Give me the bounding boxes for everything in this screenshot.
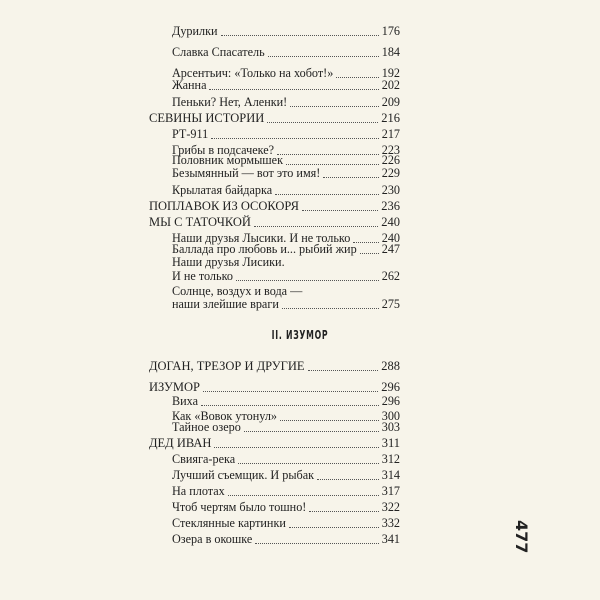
toc-entry-title: РТ-911	[172, 127, 209, 141]
toc-entry-title: Славка Спасатель	[172, 45, 265, 59]
toc-entry	[172, 42, 400, 60]
dot-leader	[255, 543, 378, 544]
dot-leader	[209, 89, 378, 90]
toc-entry-page: 314	[381, 468, 400, 482]
toc-entry-page: 341	[381, 532, 400, 546]
toc-section-page: 216	[381, 111, 400, 125]
toc-entry-title-line2: И не только	[172, 269, 233, 283]
toc-section-title: МЫ С ТАТОЧКОЙ	[149, 215, 251, 229]
dot-leader	[323, 177, 378, 178]
toc-section-page: 240	[381, 215, 400, 229]
toc-entry-title-line1: Наши друзья Лисики.	[172, 255, 285, 269]
toc-section-title: ДЕД ИВАН	[149, 436, 212, 450]
dot-leader	[308, 370, 379, 371]
toc-entry-page: 332	[381, 516, 400, 530]
toc-entry	[172, 75, 400, 93]
toc-entry-title: Озера в окошке	[172, 532, 253, 546]
toc-entry-title: Свияга-река	[172, 452, 236, 466]
dot-leader	[236, 280, 379, 281]
toc-entry-title: Безымянный — вот это имя!	[172, 166, 321, 180]
toc-section	[149, 356, 400, 374]
toc-entry-page: 262	[381, 269, 400, 283]
dot-leader	[244, 431, 379, 432]
dot-leader	[360, 253, 379, 254]
toc-entry-page: 247	[381, 242, 400, 256]
toc-entry-page: 275	[381, 297, 400, 311]
dot-leader	[214, 447, 378, 448]
toc-entry-page: 300	[381, 409, 400, 423]
toc-entry-title: Тайное озеро	[172, 420, 241, 434]
toc-entry-title: Грибы в подсачеке?	[172, 143, 275, 157]
toc-entry-title: Лучший съемщик. И рыбак	[172, 468, 315, 482]
dot-leader	[282, 308, 379, 309]
toc-entry-title: Жанна	[172, 78, 207, 92]
dot-leader	[309, 511, 378, 512]
toc-section-page: 288	[381, 359, 400, 373]
dot-leader	[267, 122, 378, 123]
toc-entry-title: Пеньки? Нет, Аленки!	[172, 95, 288, 109]
toc-entry-title: Виха	[172, 394, 198, 408]
toc-entry	[172, 163, 400, 181]
toc-section-page: 296	[381, 380, 400, 394]
toc-section-title: ДОГАН, ТРЕЗОР И ДРУГИЕ	[149, 359, 305, 373]
toc-section-page: 311	[381, 436, 400, 450]
toc-section-title: ПОПЛАВОК ИЗ ОСОКОРЯ	[149, 199, 299, 213]
dot-leader	[254, 226, 378, 227]
toc-entry-title: Арсентьич: «Только на хобот!»	[172, 66, 334, 80]
toc-entry-title: Чтоб чертям было тошно!	[172, 500, 307, 514]
toc-entry-page: 202	[381, 78, 400, 92]
toc-entry-title: Дурилки	[172, 24, 218, 38]
toc-entry-page: 312	[381, 452, 400, 466]
toc-entry	[172, 529, 400, 547]
toc-entry-title-line1: Солнце, воздух и вода —	[172, 284, 303, 298]
dot-leader	[238, 463, 379, 464]
toc-entry	[172, 266, 400, 284]
toc-entry-title: Как «Вовок утонул»	[172, 409, 278, 423]
toc-entry-page: 209	[381, 95, 400, 109]
dot-leader	[211, 138, 378, 139]
dot-leader	[268, 56, 379, 57]
toc-entry-title: Баллада про любовь и... рыбий жир	[172, 242, 357, 256]
toc-section-title: СЕВИНЫ ИСТОРИИ	[149, 111, 265, 125]
dot-leader	[221, 35, 379, 36]
toc-entry-page: 176	[381, 24, 400, 38]
toc-entry-page: 296	[381, 394, 400, 408]
toc-entry-page: 184	[381, 45, 400, 59]
dot-leader	[289, 527, 379, 528]
toc-entry	[172, 294, 400, 312]
toc-entry-page: 192	[381, 66, 400, 80]
toc-entry-page: 226	[381, 153, 400, 167]
dot-leader	[317, 479, 379, 480]
toc-entry-page: 317	[381, 484, 400, 498]
toc-entry-title-line2: наши злейшие враги	[172, 297, 279, 311]
toc-entry-title: Половник мормышек	[172, 153, 284, 167]
dot-leader	[290, 106, 378, 107]
dot-leader	[275, 194, 379, 195]
toc-entry	[172, 21, 400, 39]
page-number: 477	[512, 520, 531, 554]
toc-entry-page: 229	[381, 166, 400, 180]
toc-entry-title: Наши друзья Лысики. И не только	[172, 231, 351, 245]
toc-entry-page: 322	[381, 500, 400, 514]
toc-entry-page: 230	[381, 183, 400, 197]
toc-entry-page: 303	[381, 420, 400, 434]
toc-section-page: 236	[381, 199, 400, 213]
toc-entry-page: 223	[381, 143, 400, 157]
toc-section-title: ИЗУМОР	[149, 380, 200, 394]
toc-entry-title: На плотах	[172, 484, 225, 498]
part-heading: II. ИЗУМОР	[271, 328, 329, 342]
toc-entry-title: Стеклянные картинки	[172, 516, 286, 530]
dot-leader	[302, 210, 378, 211]
dot-leader	[228, 495, 379, 496]
toc-entry-page: 217	[381, 127, 400, 141]
toc-entry-page: 240	[381, 231, 400, 245]
toc-entry-title: Крылатая байдарка	[172, 183, 273, 197]
